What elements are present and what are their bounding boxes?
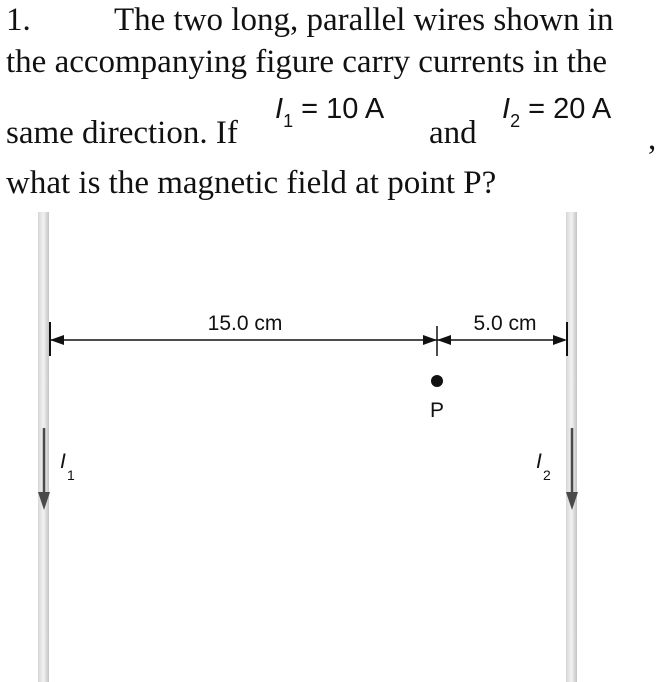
eq1-value: = 10 A: [293, 93, 385, 125]
distance-right-label: 5.0 cm: [473, 312, 537, 335]
problem-line-3-start: same direction. If: [6, 115, 238, 151]
wire-1-current-symbol: I: [60, 450, 66, 473]
arrowhead-left-inner: [423, 335, 437, 345]
question-number: 1.: [6, 2, 31, 38]
problem-line-4: what is the magnetic field at point P?: [6, 165, 497, 201]
problem-line-1: The two long, parallel wires shown in: [114, 2, 614, 38]
eq2-subscript: 2: [510, 111, 521, 131]
point-p-dot: [431, 375, 443, 387]
arrowhead-right-inner: [437, 335, 451, 345]
point-p-label: P: [429, 399, 445, 422]
eq1-subscript: 1: [283, 111, 294, 131]
wire-1-current-subscript: 1: [67, 467, 75, 483]
wire-2-current-subscript: 2: [543, 467, 551, 483]
trailing-comma: ,: [648, 121, 657, 157]
eq1-symbol: I: [275, 93, 284, 125]
eq2-symbol: I: [502, 93, 511, 125]
arrowhead-right-outer: [553, 335, 567, 345]
arrowhead-left-outer: [50, 335, 64, 345]
wire-2-current-symbol: I: [536, 450, 542, 473]
problem-line-2: the accompanying figure carry currents in the: [6, 44, 608, 80]
eq2-value: = 20 A: [520, 93, 612, 125]
distance-left-label: 15.0 cm: [207, 312, 283, 335]
conjunction-and: and: [429, 115, 477, 151]
